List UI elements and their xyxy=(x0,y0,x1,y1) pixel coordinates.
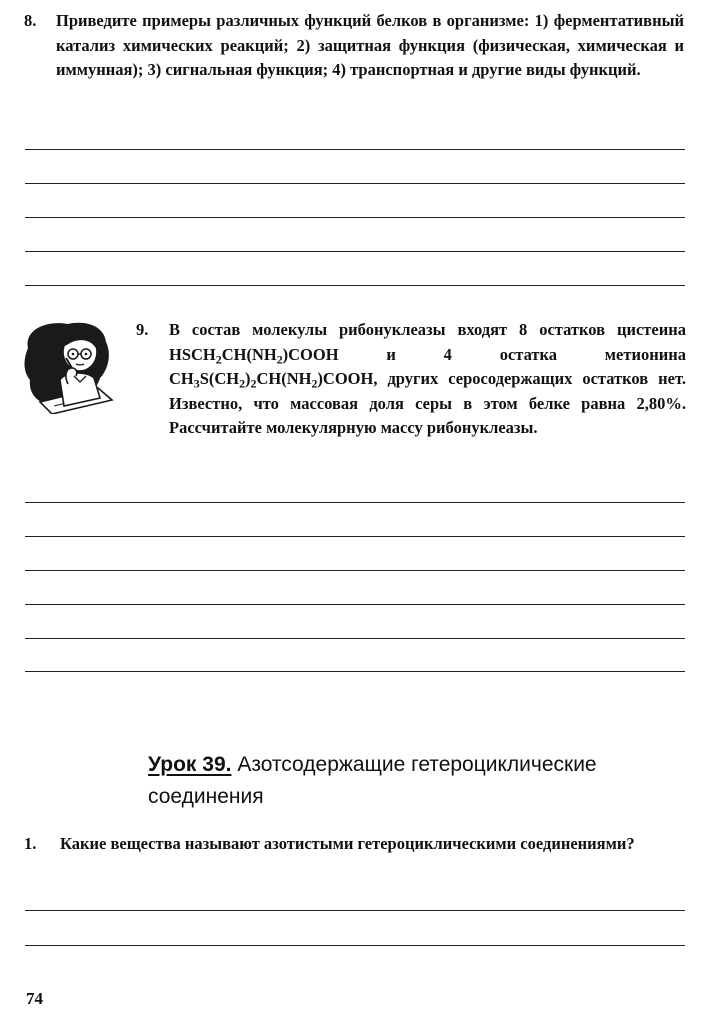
task-9 xyxy=(136,318,686,441)
subscript: 2 xyxy=(276,351,283,366)
task-8 xyxy=(24,9,684,83)
task-1 xyxy=(24,832,686,857)
task-8-number: 8. xyxy=(24,11,37,30)
task-9-text-part: ) xyxy=(245,369,251,388)
subscript: 2 xyxy=(215,351,222,366)
task-8-text: Приведите примеры различных функций белков в организме: 1) ферментативный катализ химических реакций; 2) защитная функция (физическая, химическая и иммунная); 3) сигнальная функция; 4) транспортная и другие виды функций. xyxy=(56,11,684,79)
lesson-heading xyxy=(148,749,668,813)
answer-line xyxy=(25,945,685,946)
subscript: 2 xyxy=(250,376,257,391)
task-9-text-part: В состав молекулы рибонуклеазы входят 8 остатков цистеина HSCH xyxy=(169,320,686,364)
answer-line xyxy=(25,570,685,571)
answer-line xyxy=(25,217,685,218)
answer-line xyxy=(25,251,685,252)
task-9-text-part: )COOH и 4 остатка метионина CH xyxy=(169,344,686,388)
task-9-text-part: )COOH, других серосодержащих остатков нет. Известно, что массовая доля серы в этом белке равна 2,80%. Рассчитайте молекулярную массу рибонуклеазы. xyxy=(169,369,686,437)
answer-line xyxy=(25,149,685,150)
task-9-number: 9. xyxy=(136,320,149,339)
subscript: 2 xyxy=(311,376,318,391)
task-9-text-part: CH(NH xyxy=(221,344,277,364)
task-1-text: Какие вещества называют азотистыми гетероциклическими соединениями? xyxy=(60,834,635,853)
answer-line xyxy=(25,285,685,286)
task-9-text-part: S(CH xyxy=(199,369,240,388)
thinking-student-icon xyxy=(20,318,130,414)
task-9-text xyxy=(169,318,686,441)
answer-line xyxy=(25,910,685,911)
answer-line xyxy=(25,671,685,672)
page-number: 74 xyxy=(26,989,43,1008)
subscript: 2 xyxy=(239,376,246,391)
lesson-label: Урок 39. xyxy=(148,753,232,776)
answer-line xyxy=(25,502,685,503)
subscript: 3 xyxy=(193,376,200,391)
answer-line xyxy=(25,604,685,605)
answer-line xyxy=(25,638,685,639)
task-9-text-part: CH(NH xyxy=(256,369,312,388)
task-1-number: 1. xyxy=(24,834,37,853)
answer-line xyxy=(25,183,685,184)
lesson-title: Азотсодержащие гетероциклические соединения xyxy=(148,753,597,808)
answer-line xyxy=(25,536,685,537)
